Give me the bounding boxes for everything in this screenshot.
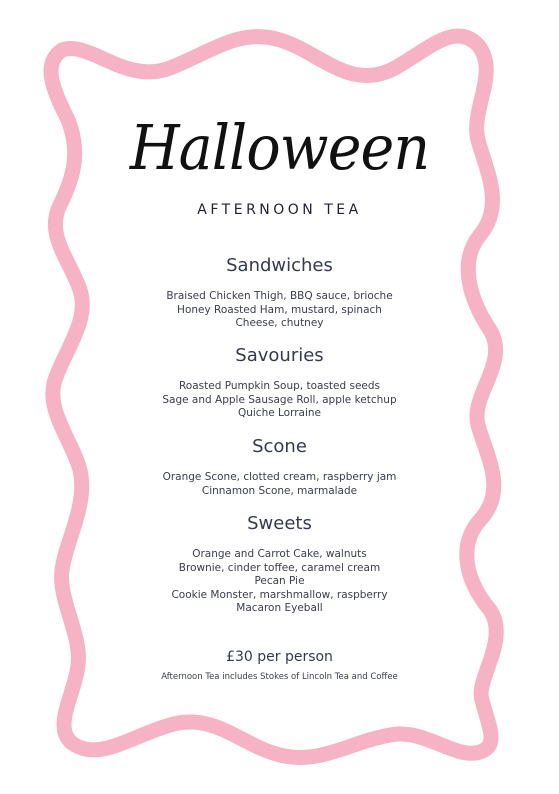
section-heading: Savouries [235, 345, 324, 366]
section-sweets [0, 512, 559, 616]
section-scone [0, 435, 559, 498]
menu-item: Orange and Carrot Cake, walnuts [192, 548, 367, 560]
menu-item: Brownie, cinder toffee, caramel cream [178, 561, 381, 574]
section-savouries [0, 344, 559, 421]
menu-item: Cookie Monster, marshmallow, raspberry [171, 588, 388, 601]
section-heading: Sandwiches [226, 255, 333, 276]
menu-item: Macaron Eyeball [236, 602, 323, 615]
menu-item: Honey Roasted Ham, mustard, spinach [177, 303, 382, 316]
menu-item: Cinnamon Scone, marmalade [201, 484, 358, 497]
menu-item: Braised Chicken Thigh, BBQ sauce, brioche [166, 290, 393, 302]
menu-subtitle: AFTERNOON TEA [197, 202, 362, 218]
section-heading: Scone [252, 436, 307, 457]
menu-item: Quiche Lorraine [237, 407, 322, 420]
menu-item: Sage and Apple Sausage Roll, apple ketchup [162, 393, 397, 406]
section-sandwiches [0, 254, 559, 331]
inclusion-note: Afternoon Tea includes Stokes of Lincoln Tea and Coffee [161, 672, 398, 682]
menu-item: Cheese, chutney [235, 317, 324, 330]
price-text: £30 per person [226, 649, 333, 665]
menu-title: Halloween [129, 111, 430, 184]
section-heading: Sweets [247, 513, 312, 534]
menu-item: Roasted Pumpkin Soup, toasted seeds [178, 380, 381, 392]
menu-item: Orange Scone, clotted cream, raspberry jam [162, 471, 397, 483]
menu-item: Pecan Pie [254, 575, 305, 588]
